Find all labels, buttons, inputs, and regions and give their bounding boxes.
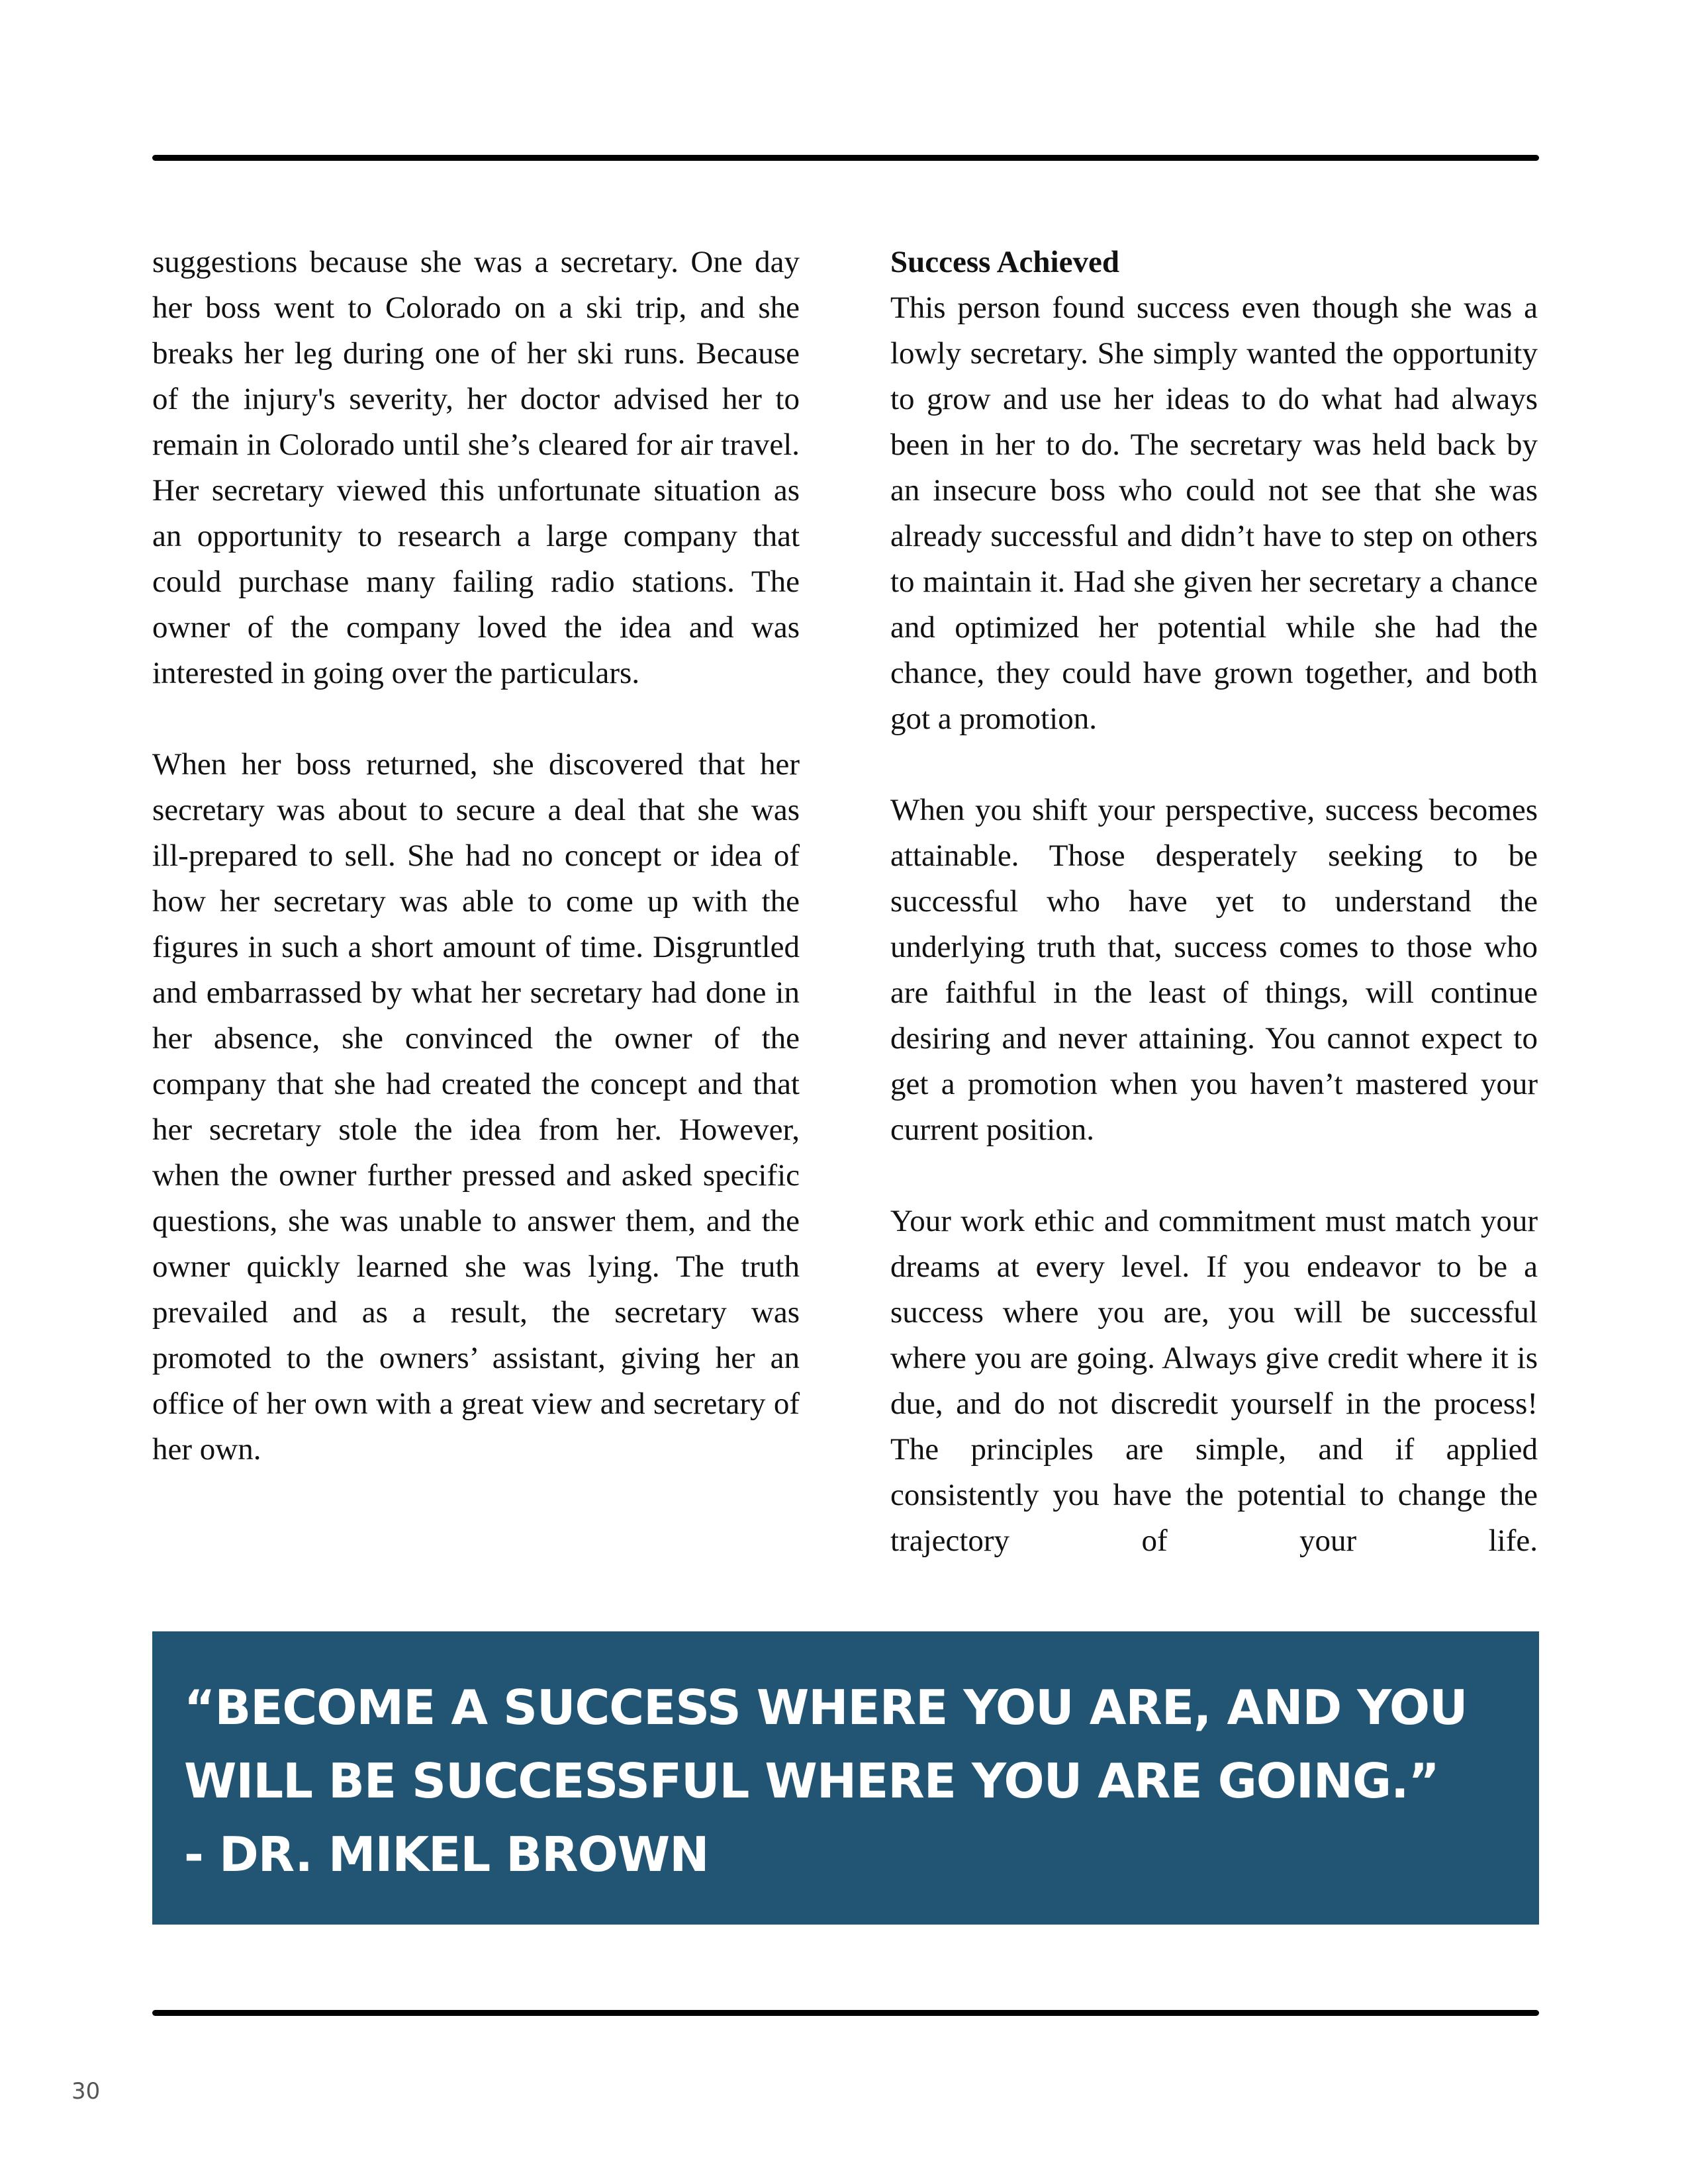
pull-quote-text: “BECOME A SUCCESS WHERE YOU ARE, AND YOU WILL BE SUCCESSFUL WHERE YOU ARE GOING.” (184, 1680, 1468, 1809)
page-number: 30 (71, 2078, 101, 2105)
right-column (890, 240, 1538, 1564)
right-paragraph-3: Your work ethic and commitment must match your dreams at every level. If you endeavor to be a success where you are, you will be successful where you are going. Always give credit where it is due, and do not discredit yourself in the process! The principles are simple, and if applied consistently you have the potential to change the trajectory of your life. (890, 1204, 1538, 1558)
pull-quote-box (152, 1631, 1539, 1925)
left-paragraph-2: When her boss returned, she discovered that her secretary was about to secure a deal that she was ill-prepared to sell. She had no concept or idea of how her secretary was able to come up with the figures in such a short amount of time. Disgruntled and embarrassed by what her secretary had done in her absence, she convinced the owner of the company that she had created the concept and that her secretary stole the idea from her. However, when the owner further pressed and asked specific questions, she was unable to answer them, and the owner quickly learned she was lying. The truth prevailed and as a result, the secretary was promoted to the owners’ assistant, giving her an office of her own with a great view and secretary of her own. (152, 747, 800, 1467)
bottom-divider (152, 2010, 1539, 2016)
right-paragraph-1: This person found success even though she was a lowly secretary. She simply wanted the opportunity to grow and use her ideas to do what had always been in her to do. The secretary was held back by an insecure boss who could not see that she was already successful and didn’t have to step on others to maintain it. Had she given her secretary a chance and optimized her potential while she had the chance, they could have grown together, and both got a promotion. (890, 291, 1538, 736)
right-paragraph-2: When you shift your perspective, success becomes attainable. Those desperately seeking to be successful who have yet to understand the underlying truth that, success comes to those who are faithful in the least of things, will continue desiring and never attaining. You cannot expect to get a promotion when you haven’t mastered your current position. (890, 793, 1538, 1147)
pull-quote-author: - DR. MIKEL BROWN (184, 1827, 709, 1882)
section-heading: Success Achieved (890, 245, 1119, 279)
left-column (152, 240, 800, 1518)
top-divider (152, 155, 1539, 161)
left-paragraph-1: suggestions because she was a secretary. One day her boss went to Colorado on a ski trip, and she breaks her leg during one of her ski runs. Because of the injury's severity, her doctor advised her to remain in Colorado until she’s cleared for air travel. Her secretary viewed this unfortunate situation as an opportunity to research a large company that could purchase many failing radio stations. The owner of the company loved the idea and was interested in going over the particulars. (152, 245, 800, 690)
right-section (890, 240, 1538, 742)
